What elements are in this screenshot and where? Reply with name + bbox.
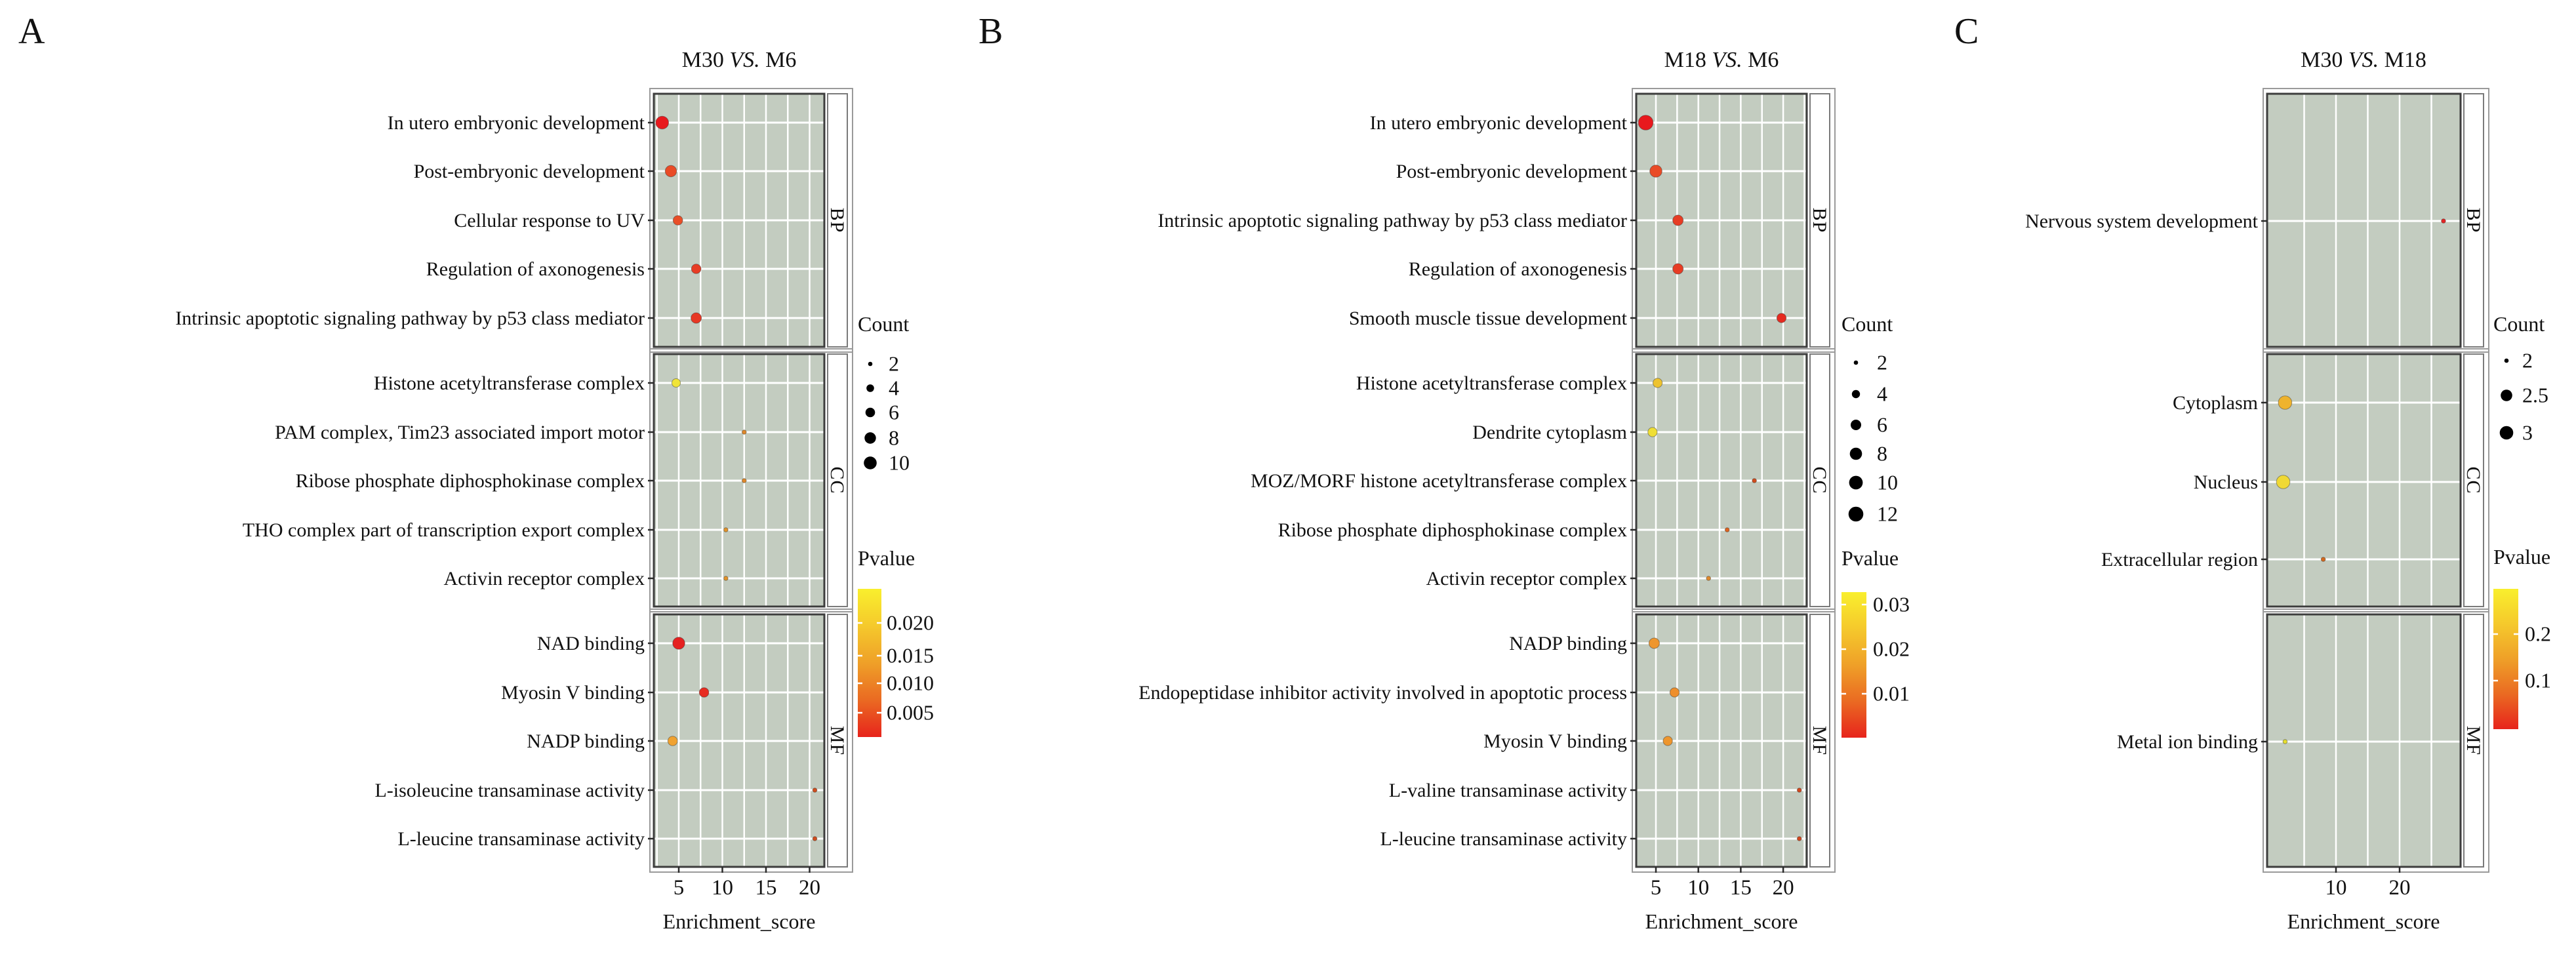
colorbar-tick-label: 0.2 — [2525, 622, 2551, 646]
legend-size-label: 6 — [889, 400, 899, 424]
legend-count-title: Count — [1841, 312, 1893, 336]
colorbar-tick-label: 0.010 — [887, 671, 934, 695]
x-tick-label: 20 — [2388, 876, 2411, 900]
panel-title: M18 VS. M6 — [1664, 48, 1779, 72]
colorbar-tick-label: 0.02 — [1873, 637, 1910, 661]
colorbar-tick-label: 0.03 — [1873, 592, 1910, 616]
data-point — [1650, 165, 1662, 178]
row-label: NAD binding — [536, 632, 645, 654]
legend-size-label: 12 — [1877, 502, 1898, 526]
strip-label: CC — [2463, 466, 2485, 494]
data-point — [1653, 378, 1662, 388]
row-label: Post-embryonic development — [413, 160, 645, 182]
legend-size-label: 6 — [1877, 412, 1887, 437]
colorbar-tick-label: 0.015 — [887, 643, 934, 668]
row-label: L-isoleucine transaminase activity — [374, 779, 645, 801]
data-point — [1725, 528, 1729, 532]
legend-size-dot — [1849, 476, 1863, 490]
row-label: Nervous system development — [2025, 210, 2258, 232]
row-label: Intrinsic apoptotic signaling pathway by p53 class mediator — [1157, 209, 1627, 231]
data-point — [2321, 557, 2325, 562]
strip-label: MF — [826, 725, 849, 756]
row-label: MOZ/MORF histone acetyltransferase complex — [1250, 469, 1627, 492]
legend-size-label: 2 — [1877, 350, 1887, 374]
legend-size-dot — [1854, 361, 1859, 365]
data-point — [1648, 428, 1657, 437]
colorbar — [1841, 592, 1866, 738]
legend-size-dot — [868, 362, 873, 367]
legend-size-dot — [866, 384, 874, 392]
data-point — [724, 576, 729, 581]
row-label: THO complex part of transcription export complex — [242, 519, 645, 541]
row-label: Ribose phosphate diphosphokinase complex — [1278, 519, 1627, 541]
x-tick-label: 5 — [673, 876, 685, 900]
legend-size-label: 8 — [1877, 441, 1887, 466]
data-point — [665, 165, 676, 176]
legend-size-label: 10 — [1877, 470, 1898, 494]
row-label: L-leucine transaminase activity — [397, 828, 645, 850]
row-label: Endopeptidase inhibitor activity involved in apoptotic process — [1138, 681, 1627, 704]
legend-size-dot — [2500, 426, 2514, 440]
data-point — [2276, 475, 2290, 489]
colorbar — [858, 589, 881, 737]
row-label: L-valine transaminase activity — [1388, 779, 1627, 801]
panel-letter: B — [978, 11, 1003, 52]
data-point — [813, 788, 817, 793]
legend-size-label: 10 — [889, 450, 910, 475]
colorbar-tick-label: 0.1 — [2525, 668, 2551, 692]
data-point — [2278, 396, 2292, 410]
x-tick-label: 15 — [755, 876, 777, 900]
data-point — [742, 479, 746, 483]
data-point — [1752, 479, 1757, 483]
row-label: Regulation of axonogenesis — [426, 258, 645, 280]
legend-pvalue-title: Pvalue — [858, 546, 916, 570]
legend-pvalue-title: Pvalue — [2493, 545, 2551, 569]
row-label: Ribose phosphate diphosphokinase complex — [295, 469, 645, 492]
legend-size-dot — [1851, 420, 1861, 430]
row-label: Histone acetyltransferase complex — [373, 372, 645, 394]
row-label: L-leucine transaminase activity — [1380, 828, 1627, 850]
x-axis-label: Enrichment_score — [2287, 909, 2440, 933]
row-label: NADP binding — [1509, 632, 1627, 654]
data-point — [2283, 740, 2287, 744]
panel-letter: C — [1954, 11, 1979, 52]
data-point — [1670, 688, 1679, 697]
data-point — [1673, 264, 1683, 274]
data-point — [1797, 788, 1801, 793]
strip-label: BP — [2463, 207, 2485, 233]
row-label: Cytoplasm — [2172, 391, 2258, 414]
x-axis-label: Enrichment_score — [1645, 909, 1798, 933]
legend-size-dot — [1850, 448, 1862, 460]
data-point — [1797, 837, 1801, 841]
x-tick-label: 10 — [2325, 876, 2347, 900]
data-point — [656, 116, 669, 129]
x-axis-label: Enrichment_score — [662, 909, 816, 933]
colorbar-tick-label: 0.01 — [1873, 681, 1910, 706]
row-label: NADP binding — [527, 730, 645, 752]
row-label: In utero embryonic development — [1369, 111, 1627, 134]
row-label: Activin receptor complex — [1426, 567, 1627, 589]
strip-label: BP — [1809, 207, 1831, 233]
strip-label: BP — [826, 207, 849, 233]
row-label: Cellular response to UV — [454, 209, 645, 231]
x-tick-label: 20 — [1772, 876, 1794, 900]
legend-size-label: 4 — [889, 376, 899, 400]
colorbar — [2493, 589, 2518, 729]
data-point — [699, 688, 709, 698]
data-point — [1706, 576, 1711, 581]
legend-size-label: 2.5 — [2522, 383, 2548, 407]
legend-size-label: 2 — [889, 351, 899, 376]
row-label: PAM complex, Tim23 associated import motor — [275, 421, 645, 443]
legend-size-dot — [866, 408, 875, 418]
row-label: In utero embryonic development — [387, 111, 645, 134]
legend-size-label: 3 — [2522, 420, 2533, 445]
row-label: Dendrite cytoplasm — [1472, 421, 1627, 443]
x-tick-label: 5 — [1650, 876, 1662, 900]
data-point — [1777, 313, 1786, 323]
data-point — [673, 637, 685, 650]
panel-title: M30 VS. M18 — [2301, 48, 2426, 72]
row-label: Regulation of axonogenesis — [1408, 258, 1627, 280]
row-label: Intrinsic apoptotic signaling pathway by p53 class mediator — [175, 307, 645, 329]
row-label: Nucleus — [2193, 471, 2258, 493]
legend-size-label: 2 — [2522, 348, 2533, 372]
row-label: Myosin V binding — [1483, 730, 1627, 752]
legend-size-label: 4 — [1877, 382, 1887, 406]
x-tick-label: 20 — [799, 876, 820, 900]
row-label: Activin receptor complex — [443, 567, 645, 589]
legend-count-title: Count — [858, 312, 910, 336]
panel-letter: A — [18, 11, 45, 52]
x-tick-label: 10 — [1687, 876, 1710, 900]
colorbar-tick-label: 0.005 — [887, 700, 934, 725]
data-point — [673, 216, 683, 226]
data-point — [691, 264, 701, 274]
data-point — [1638, 115, 1653, 130]
row-label: Metal ion binding — [2117, 730, 2258, 753]
data-point — [742, 430, 746, 435]
strip-label: CC — [1809, 466, 1831, 494]
legend-pvalue-title: Pvalue — [1841, 546, 1899, 570]
data-point — [813, 837, 817, 841]
colorbar-tick-label: 0.020 — [887, 610, 934, 635]
row-label: Post-embryonic development — [1396, 160, 1627, 182]
data-point — [672, 378, 680, 387]
legend-size-dot — [1849, 507, 1864, 522]
row-label: Smooth muscle tissue development — [1348, 307, 1627, 329]
strip-label: CC — [826, 466, 849, 494]
data-point — [724, 528, 729, 532]
row-label: Histone acetyltransferase complex — [1356, 372, 1627, 394]
legend-size-dot — [1852, 390, 1860, 398]
x-tick-label: 15 — [1729, 876, 1752, 900]
data-point — [2442, 219, 2446, 224]
data-point — [691, 313, 702, 323]
strip-label: MF — [1809, 725, 1831, 756]
data-point — [668, 736, 677, 746]
panel-title: M30 VS. M6 — [681, 48, 797, 72]
row-label: Extracellular region — [2101, 548, 2258, 570]
legend-size-dot — [2505, 359, 2509, 363]
row-label: Myosin V binding — [501, 681, 645, 704]
x-tick-label: 10 — [712, 876, 733, 900]
data-point — [1663, 736, 1672, 746]
legend-count-title: Count — [2493, 312, 2545, 336]
legend-size-dot — [864, 456, 877, 469]
data-point — [1649, 638, 1659, 649]
legend-size-label: 8 — [889, 426, 899, 450]
data-point — [1673, 215, 1683, 226]
strip-label: MF — [2463, 725, 2485, 756]
legend-size-dot — [2501, 389, 2512, 401]
legend-size-dot — [864, 432, 875, 443]
